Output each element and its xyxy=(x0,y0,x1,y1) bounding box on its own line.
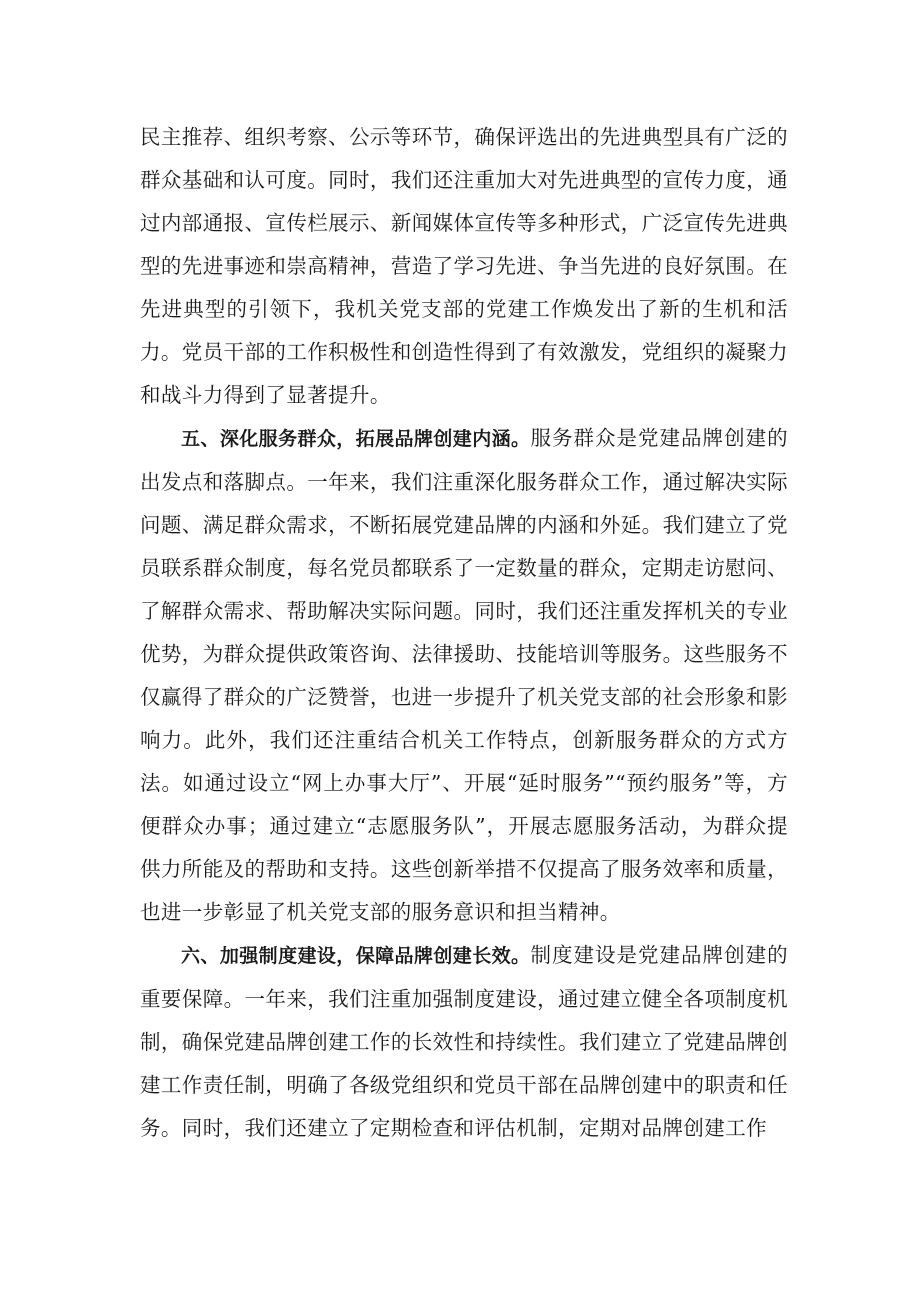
document-body xyxy=(140,116,788,1150)
section-heading-five: 五、深化服务群众，拓展品牌创建内涵。 xyxy=(181,428,531,450)
paragraph-text: 服务群众是党建品牌创建的出发点和落脚点。一年来，我们注重深化服务群众工作，通过解决实际问题、满足群众需求，不断拓展党建品牌的内涵和外延。我们建立了党员联系群众制度，每名党员都联系了一定数量的群众，定期走访慰问、了解群众需求、帮助解决实际问题。同时，我们还注重发挥机关的专业优势，为群众提供政策咨询、法律援助、技能培训等服务。这些服务不仅赢得了群众的广泛赞誉，也进一步提升了机关党支部的社会形象和影响力。此外，我们还注重结合机关工作特点，创新服务群众的方式方法。如通过设立“网上办事大厅”、开展“延时服务”“预约服务”等，方便群众办事；通过建立“志愿服务队”，开展志愿服务活动，为群众提供力所能及的帮助和支持。这些创新举措不仅提高了服务效率和质量，也进一步彰显了机关党支部的服务意识和担当精神。 xyxy=(140,426,788,924)
paragraph-text: 制度建设是党建品牌创建的重要保障。一年来，我们注重加强制度建设，通过建立健全各项制度机制，确保党建品牌创建工作的长效性和持续性。我们建立了党建品牌创建工作责任制，明确了各级党组织和党员干部在品牌创建中的职责和任务。同时，我们还建立了定期检查和评估机制，定期对品牌创建工作 xyxy=(140,943,788,1140)
paragraph-advanced-models-continued xyxy=(140,116,788,417)
paragraph-institution-building xyxy=(140,934,788,1150)
paragraph-serve-the-masses xyxy=(140,417,788,934)
paragraph-text: 民主推荐、组织考察、公示等环节，确保评选出的先进典型具有广泛的群众基础和认可度。同时，我们还注重加大对先进典型的宣传力度，通过内部通报、宣传栏展示、新闻媒体宣传等多种形式，广泛宣传先进典型的先进事迹和崇高精神，营造了学习先进、争当先进的良好氛围。在先进典型的引领下，我机关党支部的党建工作焕发出了新的生机和活力。党员干部的工作积极性和创造性得到了有效激发，党组织的凝聚力和战斗力得到了显著提升。 xyxy=(140,125,788,407)
section-heading-six: 六、加强制度建设，保障品牌创建长效。 xyxy=(181,945,531,967)
